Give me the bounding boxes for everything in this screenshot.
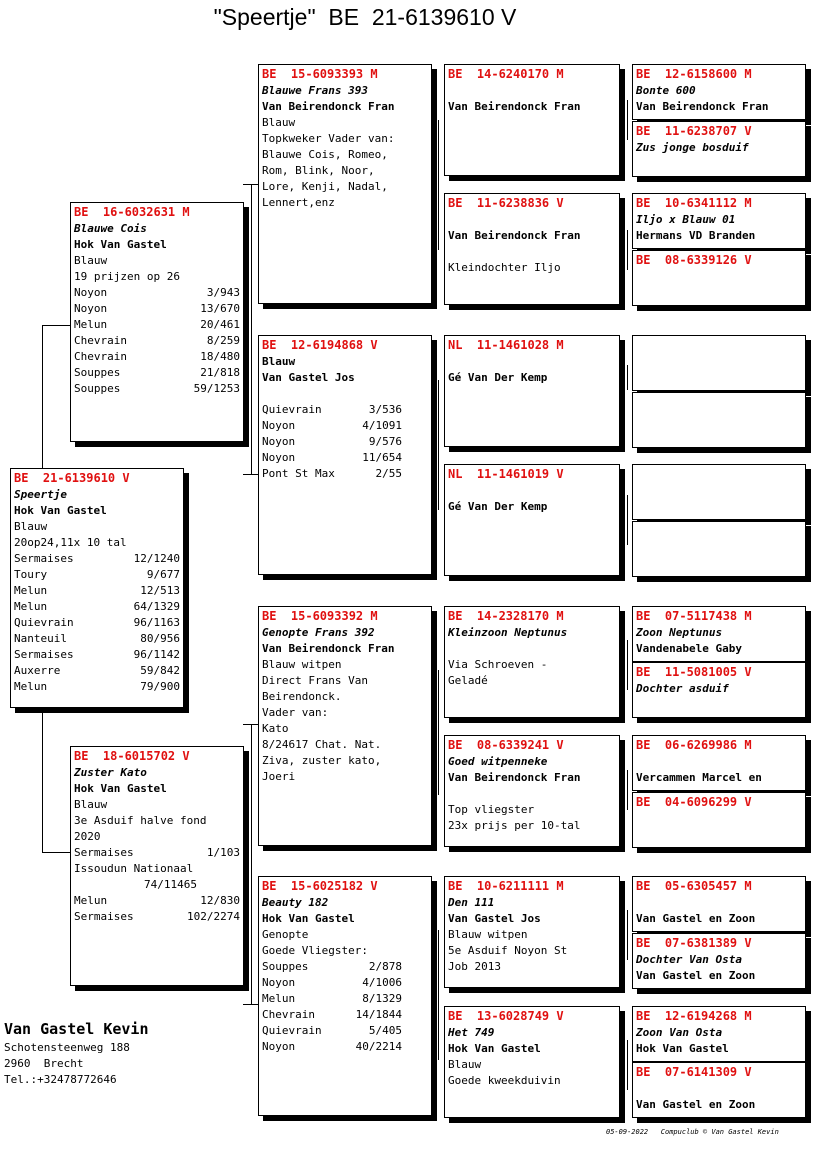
sire-dam-card[interactable] [258,335,432,575]
note: Direct Frans Van [262,674,368,687]
note: Via Schroeven - [448,658,548,671]
loft-name: Hermans VD Branden [636,229,756,242]
note: 8/24617 Chat. Nat. [262,738,382,751]
pigeon-name: Blauwe Cois [74,222,147,235]
connector-line [627,100,628,140]
result-row: Chevrain 18/480 [74,350,240,363]
connector-line [627,640,628,690]
pigeon-name: Iljo x Blauw 01 [636,213,736,226]
race-result: 74/11465 [144,878,197,891]
loft-name: Hok Van Gastel [636,1042,729,1055]
pigeon-name: Dochter asduif [636,682,729,695]
gen4-card-empty[interactable] [632,521,806,577]
connector-line [251,724,252,1004]
connector-line [627,365,628,390]
sire-sire-dam-card[interactable] [444,193,620,305]
connector-line [438,670,439,795]
note: Lennert,enz [262,196,335,209]
ring-number: BE 12-6194868 V [262,338,378,352]
owner-street: Schotensteenweg 188 [4,1041,130,1054]
connector-line [243,474,259,475]
note: Blauwe Cois, Romeo, [262,148,388,161]
loft-name: Hok Van Gastel [74,782,167,795]
result-row: Noyon 4/1091 [262,419,402,432]
note: 19 prijzen op 26 [74,270,180,283]
gen4-card[interactable] [632,250,806,306]
loft-name: Van Gastel en Zoon [636,1098,756,1111]
ring-number: BE 08-6339241 V [448,738,564,752]
color: Blauw witpen [448,928,528,941]
pigeon-name: Zoon Van Osta [636,1026,723,1039]
result-row: Chevrain 14/1844 [262,1008,402,1021]
ring-number: BE 10-6211111 M [448,879,564,893]
connector-line [42,325,70,326]
ring-number: BE 11-5081005 V [636,665,752,679]
note: Kleindochter Iljo [448,261,561,274]
result-row: Sermaises 1/103 [74,846,240,859]
result-row: Souppes 2/878 [262,960,402,973]
color: Genopte [262,928,309,941]
gen4-card-empty[interactable] [632,335,806,391]
result-row: Melun 8/1329 [262,992,402,1005]
sire-card[interactable] [70,202,244,442]
pigeon-name: Den 111 [448,896,495,909]
pigeon-name: Zuster Kato [74,766,147,779]
result-row: Chevrain 8/259 [74,334,240,347]
loft-name: Gé Van Der Kemp [448,371,548,384]
pigeon-name: Goed witpenneke [448,755,548,768]
note: 5e Asduif Noyon St [448,944,568,957]
loft-name: Vandenabele Gaby [636,642,742,655]
gen4-card[interactable] [632,1062,806,1118]
note: Beirendonck. [262,690,342,703]
gen4-card[interactable] [632,735,806,791]
result-row: Quievrain 3/536 [262,403,402,416]
dam-sire-sire-card[interactable] [444,606,620,718]
note: Goede Vliegster: [262,944,368,957]
ring-number: NL 11-1461028 M [448,338,564,352]
result-row: Melun 20/461 [74,318,240,331]
gen4-card[interactable] [632,121,806,177]
pigeon-name: Het 749 [448,1026,495,1039]
result-row: Melun 79/900 [14,680,180,693]
note: Rom, Blink, Noor, [262,164,375,177]
ring-number: NL 11-1461019 V [448,467,564,481]
result-row: Sermaises 102/2274 [74,910,240,923]
ring-number: BE 07-6381389 V [636,936,752,950]
owner-name: Van Gastel Kevin [4,1020,149,1038]
gen4-card[interactable] [632,606,806,662]
sire-sire-sire-card[interactable] [444,64,620,176]
note: 20op24,11x 10 tal [14,536,127,549]
ring-number: BE 08-6339126 V [636,253,752,267]
color: Blauw [74,254,108,267]
result-row: Noyon 3/943 [74,286,240,299]
color: Blauw [262,116,296,129]
loft-name: Hok Van Gastel [262,912,355,925]
loft-name: Gé Van Der Kemp [448,500,548,513]
ring-number: BE 14-6240170 M [448,67,564,81]
color: Blauw witpen [262,658,342,671]
result-row: Melun 64/1329 [14,600,180,613]
dam-sire-card[interactable] [258,606,432,846]
result-row: Noyon 9/576 [262,435,402,448]
owner-phone: Tel.:+32478772646 [4,1073,117,1086]
loft-name: Van Beirendonck Fran [262,100,395,113]
color: Blauw [14,520,48,533]
connector-line [627,1040,628,1090]
loft-name: Hok Van Gastel [14,504,107,517]
gen4-card[interactable] [632,792,806,848]
sire-dam-dam-card[interactable] [444,464,620,576]
connector-line [627,770,628,810]
color: Blauw [448,1058,482,1071]
gen4-card-empty[interactable] [632,464,806,520]
color: Blauw [74,798,108,811]
dam-dam-sire-card[interactable] [444,876,620,988]
note: 3e Asduif halve fond [74,814,207,827]
result-row: Melun 12/513 [14,584,180,597]
gen4-card[interactable] [632,1006,806,1062]
owner-city: 2960 Brecht [4,1057,84,1070]
ring-number: BE 15-6093392 M [262,609,378,623]
connector-line [627,910,628,960]
result-row: Noyon 13/670 [74,302,240,315]
pigeon-name: Speertje [14,488,67,501]
note: Topkweker Vader van: [262,132,395,145]
connector-line [438,380,439,510]
loft-name: Van Gastel en Zoon [636,969,756,982]
pigeon-name: Zoon Neptunus [636,626,723,639]
sire-sire-card[interactable] [258,64,432,304]
pigeon-name: Genopte Frans 392 [262,626,375,639]
dam-card[interactable] [70,746,244,986]
pigeon-name: Beauty 182 [262,896,329,909]
note: 23x prijs per 10-tal [448,819,581,832]
ring-number: BE 12-6194268 M [636,1009,752,1023]
pigeon-name: Kleinzoon Neptunus [448,626,568,639]
result-row: Souppes 59/1253 [74,382,240,395]
owner-info [4,1018,149,1088]
footer: 05-09-2022 Compuclub © Van Gastel Kevin [606,1128,779,1136]
result-row: Auxerre 59/842 [14,664,180,677]
ring-number: BE 14-2328170 M [448,609,564,623]
note: Vader van: [262,706,329,719]
dam-sire-dam-card[interactable] [444,735,620,847]
loft-name: Van Beirendonck Fran [448,100,581,113]
result-row: Nanteuil 80/956 [14,632,180,645]
result-row: Sermaises 12/1240 [14,552,180,565]
note: 2020 [74,830,101,843]
note: Lore, Kenji, Nadal, [262,180,388,193]
ring-number: BE 10-6341112 M [636,196,752,210]
ring-number: BE 16-6032631 M [74,205,190,219]
ring-number: BE 12-6158600 M [636,67,752,81]
loft-name: Van Beirendonck Fran [262,642,395,655]
ring-number: BE 15-6025182 V [262,879,378,893]
loft-name: Van Beirendonck Fran [636,100,769,113]
ring-number: BE 15-6093393 M [262,67,378,81]
note: Goede kweekduivin [448,1074,561,1087]
pigeon-name: Dochter Van Osta [636,953,742,966]
connector-line [42,852,70,853]
connector-line [627,230,628,270]
connector-line [42,325,43,468]
gen4-card[interactable] [632,64,806,120]
ring-number: BE 13-6028749 V [448,1009,564,1023]
connector-line [438,930,439,1060]
dam-dam-card[interactable] [258,876,432,1116]
note: Geladé [448,674,488,687]
pigeon-name: Blauwe Frans 393 [262,84,368,97]
result-row: Noyon 40/2214 [262,1040,402,1053]
pigeon-name: Bonte 600 [636,84,696,97]
loft-name: Van Beirendonck Fran [448,229,581,242]
ring-number: BE 18-6015702 V [74,749,190,763]
connector-line [42,712,43,852]
pigeon-name: Zus jonge bosduif [636,141,749,154]
loft-name: Vercammen Marcel en [636,771,762,784]
loft-name: Van Gastel Jos [262,371,355,384]
ring-number: BE 06-6269986 M [636,738,752,752]
note: Joeri [262,770,296,783]
loft-name: Hok Van Gastel [74,238,167,251]
result-row: Quievrain 5/405 [262,1024,402,1037]
result-row: Souppes 21/818 [74,366,240,379]
connector-line [627,495,628,545]
pigeon-name: Blauw [262,355,296,368]
dam-dam-dam-card[interactable] [444,1006,620,1118]
loft-name: Hok Van Gastel [448,1042,541,1055]
ring-number: BE 04-6096299 V [636,795,752,809]
note: Kato [262,722,289,735]
result-row: Melun 12/830 [74,894,240,907]
result-row: Pont St Max 2/55 [262,467,402,480]
connector-line [243,1004,259,1005]
gen4-card-empty[interactable] [632,392,806,448]
note: Job 2013 [448,960,501,973]
gen4-card[interactable] [632,662,806,718]
loft-name: Van Gastel Jos [448,912,541,925]
result-row: Noyon 4/1006 [262,976,402,989]
gen4-card[interactable] [632,193,806,249]
gen4-card[interactable] [632,876,806,932]
loft-name: Van Gastel en Zoon [636,912,756,925]
note: Ziva, zuster kato, [262,754,382,767]
result-row: Noyon 11/654 [262,451,402,464]
ring-number: BE 11-6238707 V [636,124,752,138]
note: Top vliegster [448,803,535,816]
result-row: Toury 9/677 [14,568,180,581]
ring-number: BE 07-5117438 M [636,609,752,623]
race-name: Issoudun Nationaal [74,862,194,875]
ring-number: BE 05-6305457 M [636,879,752,893]
sire-dam-sire-card[interactable] [444,335,620,447]
result-row: Quievrain 96/1163 [14,616,180,629]
ring-number: BE 21-6139610 V [14,471,130,485]
result-row: Sermaises 96/1142 [14,648,180,661]
loft-name: Van Beirendonck Fran [448,771,581,784]
connector-line [251,184,252,474]
connector-line [438,120,439,250]
page-title: "Speertje" BE 21-6139610 V [213,4,517,30]
ring-number: BE 11-6238836 V [448,196,564,210]
ring-number: BE 07-6141309 V [636,1065,752,1079]
gen4-card[interactable] [632,933,806,989]
subject-card[interactable] [10,468,184,708]
